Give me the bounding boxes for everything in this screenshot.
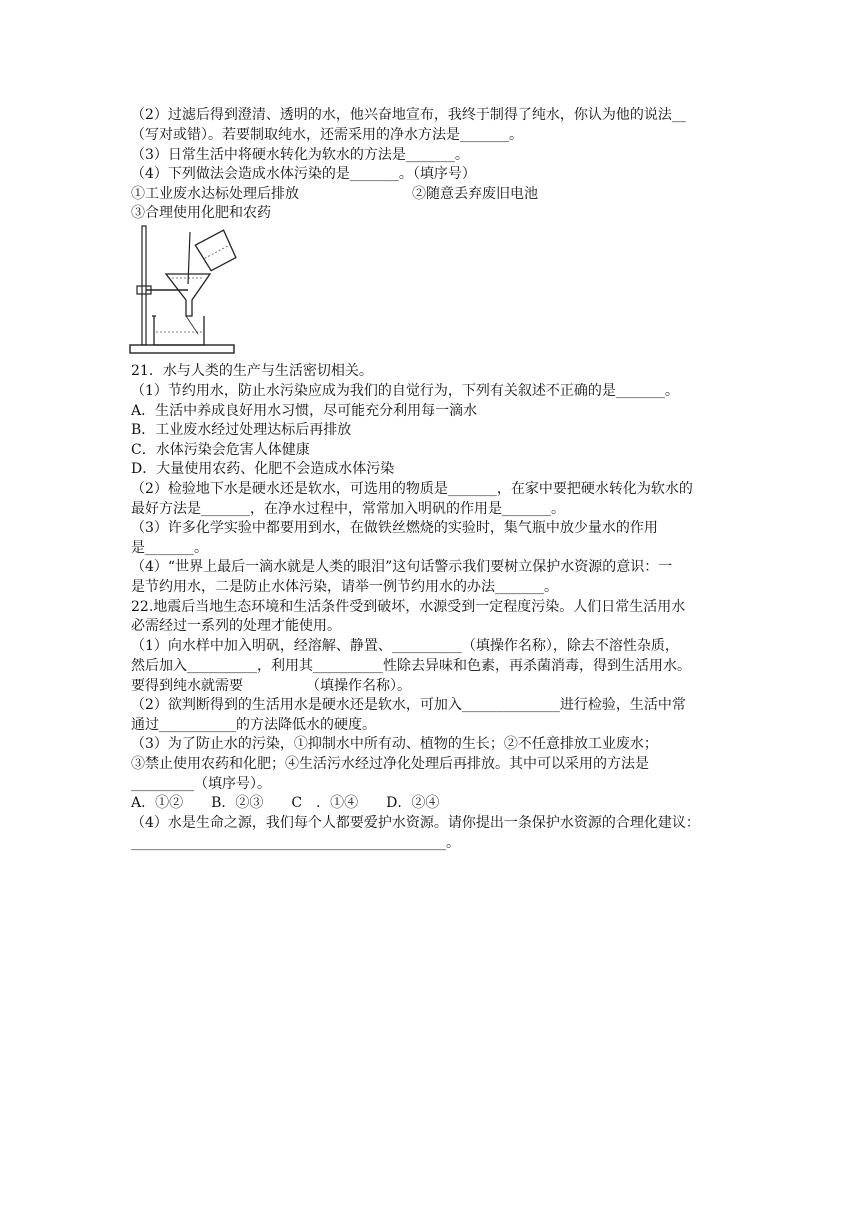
q21-option-c: C．水体污染会危害人体健康 bbox=[131, 442, 310, 458]
q21-title: 21．水与人类的生产与生活密切相关。 bbox=[131, 363, 373, 379]
option-2: ②随意丢弃废旧电池 bbox=[412, 186, 538, 202]
q22-4-line1: （4）水是生命之源，我们每个人都要爱护水资源。请你提出一条保护水资源的合理化建议： bbox=[131, 815, 700, 831]
q20-4-line: （4）下列做法会造成水体污染的是_______。（填序号） bbox=[131, 166, 476, 182]
option-3: ③合理使用化肥和农药 bbox=[131, 205, 271, 221]
q21-2-line1: （2）检验地下水是硬水还是软水，可选用的物质是_______，在家中要把硬水转化为软水的 bbox=[131, 481, 693, 497]
q22-3-line3: _________（填序号）。 bbox=[131, 776, 271, 792]
q22-title-line2: 必需经过一系列的处理才能使用。 bbox=[131, 618, 341, 634]
q22-2-line2: 通过___________的方法降低水的硬度。 bbox=[131, 717, 376, 733]
q20-3-line: （3）日常生活中将硬水转化为软水的方法是_______。 bbox=[131, 147, 469, 163]
q22-1-line2: 然后加入__________，利用其__________性除去异味和色素，再杀菌消毒，得到生活用水。 bbox=[131, 658, 691, 674]
q22-1-line3: 要得到纯水就需要 （填操作名称）。 bbox=[131, 678, 411, 694]
q21-4-line2: 是节约用水，二是防止水体污染，请举一例节约用水的办法_______。 bbox=[131, 579, 558, 595]
q21-option-b: B．工业废水经过处理达标后再排放 bbox=[131, 422, 352, 438]
q22-4-answer-line: _____________________________________________。 bbox=[131, 835, 460, 851]
q21-option-d: D．大量使用农药、化肥不会造成水体污染 bbox=[131, 461, 395, 477]
filtration-apparatus-figure bbox=[128, 224, 240, 359]
q21-3-line1: （3）许多化学实验中都要用到水，在做铁丝燃烧的实验时，集气瓶中放少量水的作用 bbox=[131, 520, 658, 536]
q22-3-choices: A．①② B．②③ C ．①④ D．②④ bbox=[131, 795, 440, 811]
q20-2-line2: （写对或错）。若要制取纯水，还需采用的净水方法是_______。 bbox=[131, 127, 523, 143]
q20-4-options-row1 bbox=[131, 184, 733, 204]
q22-title-line1: 22.地震后当地生态环境和生活条件受到破坏，水源受到一定程度污染。人们日常生活用水 bbox=[131, 599, 686, 615]
q22-1-line1: （1）向水样中加入明矾，经溶解、静置、__________（填操作名称），除去不溶性杂质， bbox=[131, 638, 679, 654]
q21-option-a: A．生活中养成良好用水习惯，尽可能充分利用每一滴水 bbox=[131, 403, 478, 419]
q22-3-line1: （3）为了防止水的污染，①抑制水中所有动、植物的生长；②不任意排放工业废水； bbox=[131, 736, 658, 752]
q21-2-line2: 最好方法是_______，在净水过程中，常常加入明矾的作用是_______。 bbox=[131, 501, 565, 517]
q21-3-line2: 是_______。 bbox=[131, 540, 208, 556]
option-1: ①工业废水达标处理后排放 bbox=[131, 186, 299, 202]
q22-2-line1: （2）欲判断得到的生活用水是硬水还是软水，可加入______________进行检验，生活中常 bbox=[131, 697, 686, 713]
q20-2-line1: （2）过滤后得到澄清、透明的水，他兴奋地宣布，我终于制得了纯水，你认为他的说法__ bbox=[131, 107, 686, 123]
q21-1-line: （1）节约用水，防止水污染应成为我们的自觉行为，下列有关叙述不正确的是_______。 bbox=[131, 383, 679, 399]
q22-3-line2: ③禁止使用农药和化肥；④生活污水经过净化处理后再排放。其中可以采用的方法是 bbox=[131, 756, 649, 772]
q21-4-line1: （4）“世界上最后一滴水就是人类的眼泪”这句话警示我们要树立保护水资源的意识：一 bbox=[131, 559, 673, 575]
